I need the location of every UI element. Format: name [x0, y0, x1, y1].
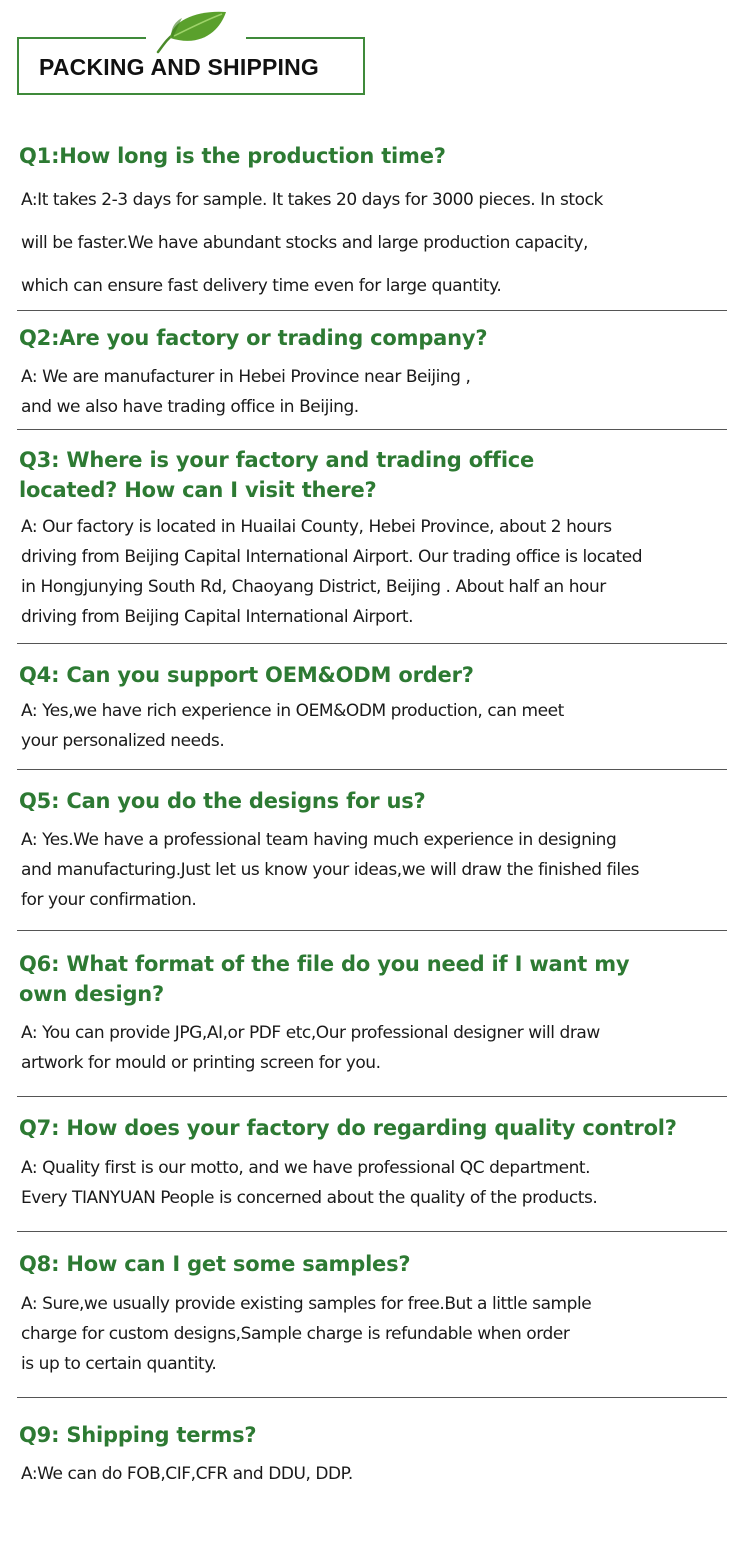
faq-question-1: Q1:How long is the production time?: [19, 144, 446, 168]
faq-answer-9: A:We can do FOB,CIF,CFR and DDU, DDP.: [21, 1464, 353, 1484]
divider: [17, 429, 727, 430]
leaf-icon: [150, 8, 230, 58]
faq-answer-5: A: Yes.We have a professional team having much experience in designing and manufacturing.Just let us know your ideas,we will draw the finished files for your confirmation.: [21, 830, 640, 910]
faq-question-3: Q3: Where is your factory and trading office located? How can I visit there?: [19, 448, 535, 502]
faq-answer-3: A: Our factory is located in Huailai County, Hebei Province, about 2 hours driving from Beijing Capital International Airport. Our trading office is located in Hongjunying South Rd, Chaoyang District, Beijing . About half an hour driving from Beijing Capital International Airport.: [21, 517, 643, 627]
faq-question-8: Q8: How can I get some samples?: [19, 1252, 411, 1276]
faq-answer-8: A: Sure,we usually provide existing samples for free.But a little sample charge for custom designs,Sample charge is refundable when order is up to certain quantity.: [21, 1294, 592, 1374]
divider: [17, 643, 727, 644]
faq-question-4: Q4: Can you support OEM&ODM order?: [19, 663, 474, 687]
faq-answer-2: A: We are manufacturer in Hebei Province near Beijing , and we also have trading office in Beijing.: [21, 367, 471, 417]
divider: [17, 1231, 727, 1232]
faq-question-2: Q2:Are you factory or trading company?: [19, 326, 488, 350]
faq-answer-7: A: Quality first is our motto, and we have professional QC department. Every TIANYUAN People is concerned about the quality of the products.: [21, 1158, 598, 1208]
divider: [17, 1397, 727, 1398]
faq-question-7: Q7: How does your factory do regarding quality control?: [19, 1116, 677, 1140]
faq-answer-4: A: Yes,we have rich experience in OEM&ODM production, can meet your personalized needs.: [21, 701, 564, 751]
faq-question-5: Q5: Can you do the designs for us?: [19, 789, 426, 813]
divider: [17, 769, 727, 770]
divider: [17, 310, 727, 311]
divider: [17, 1096, 727, 1097]
faq-question-6: Q6: What format of the file do you need if I want my own design?: [19, 952, 630, 1006]
page-title: PACKING AND SHIPPING: [39, 54, 320, 80]
divider: [17, 930, 727, 931]
faq-answer-1: A:It takes 2-3 days for sample. It takes 20 days for 3000 pieces. In stock will be faster.We have abundant stocks and large production capacity, which can ensure fast delivery time even for large quantity.: [21, 190, 603, 296]
faq-question-9: Q9: Shipping terms?: [19, 1423, 257, 1447]
faq-answer-6: A: You can provide JPG,AI,or PDF etc,Our professional designer will draw artwork for mould or printing screen for you.: [21, 1023, 600, 1073]
